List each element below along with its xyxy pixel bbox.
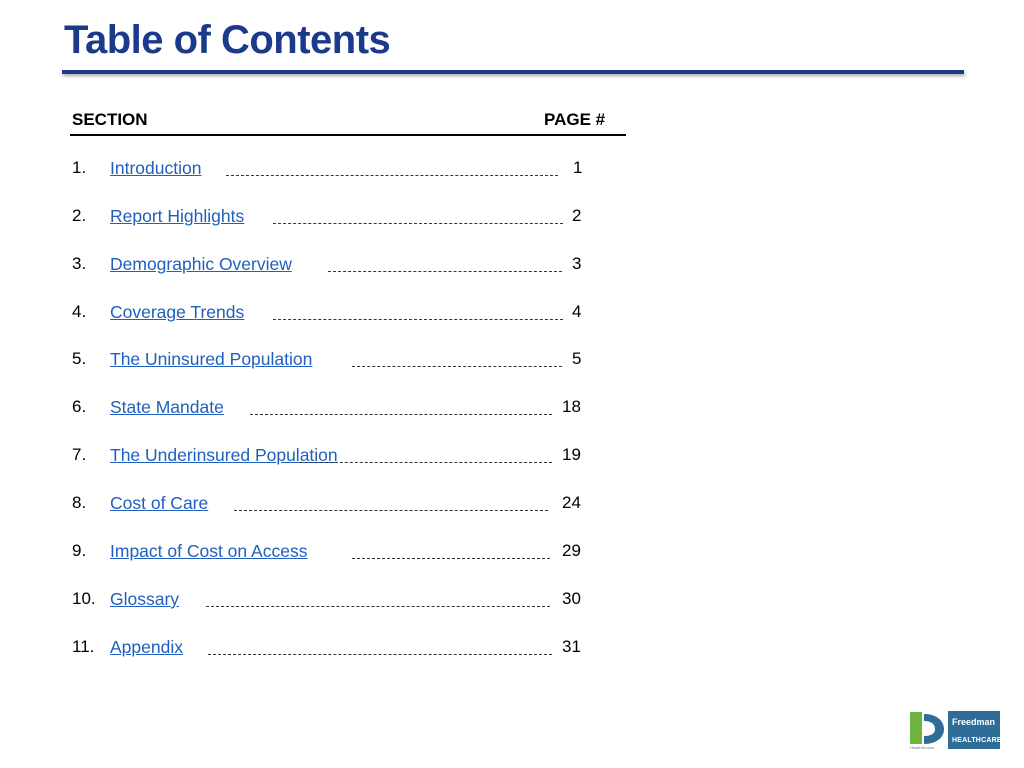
toc-page-number: 1: [573, 158, 583, 177]
dot-leader: [328, 271, 562, 272]
logo-name: Freedman: [952, 717, 996, 727]
toc-link-impact-of-cost[interactable]: Impact of Cost on Access: [110, 541, 308, 561]
dot-leader: [208, 654, 552, 655]
toc-number: 6.: [72, 397, 87, 416]
dot-leader: [226, 175, 558, 176]
toc-row: [0, 254, 700, 278]
toc-link-report-highlights[interactable]: Report Highlights: [110, 206, 245, 226]
logo-small-text: HealthSource: [910, 745, 935, 750]
toc-row: [0, 302, 700, 326]
toc-number: 3.: [72, 254, 87, 273]
toc-number: 8.: [72, 493, 87, 512]
toc-page-number: 19: [562, 445, 581, 464]
toc-row: [0, 589, 700, 613]
dot-leader: [234, 510, 548, 511]
logo-wordmark: [948, 711, 1000, 749]
logo-subtitle: HEALTHCARE: [952, 737, 1002, 744]
toc-number: 11.: [72, 637, 95, 656]
dot-leader: [352, 558, 550, 559]
toc-link-glossary[interactable]: Glossary: [110, 589, 180, 609]
toc-link-underinsured-population[interactable]: The Underinsured Population: [110, 445, 338, 465]
toc-link-introduction[interactable]: Introduction: [110, 158, 202, 178]
toc-page-number: 30: [562, 589, 581, 608]
toc-link-state-mandate[interactable]: State Mandate: [110, 397, 224, 417]
dot-leader: [250, 414, 552, 415]
toc-number: 2.: [72, 206, 87, 225]
page-title: Table of Contents: [64, 18, 391, 62]
dot-leader: [206, 606, 550, 607]
toc-link-coverage-trends[interactable]: Coverage Trends: [110, 302, 245, 322]
toc-row: [0, 541, 700, 565]
toc-row: [0, 158, 700, 182]
toc-link-cost-of-care[interactable]: Cost of Care: [110, 493, 209, 513]
toc-row: [0, 637, 700, 661]
toc-row: [0, 445, 700, 469]
toc-link-uninsured-population[interactable]: The Uninsured Population: [110, 349, 313, 369]
toc-page-number: 3: [572, 254, 582, 273]
page-column-header: PAGE #: [544, 110, 606, 129]
section-column-header: SECTION: [72, 110, 148, 129]
toc-row: [0, 206, 700, 230]
toc-number: 7.: [72, 445, 87, 464]
toc-number: 1.: [72, 158, 87, 177]
dot-leader: [300, 462, 552, 463]
toc-row: [0, 349, 700, 373]
toc-number: 5.: [72, 349, 87, 368]
toc-row: [0, 493, 700, 517]
toc-row: [0, 397, 700, 421]
toc-page-number: 18: [562, 397, 581, 416]
dot-leader: [273, 319, 563, 320]
toc-number: 10.: [72, 589, 96, 608]
toc-page-number: 31: [562, 637, 581, 656]
toc-page-number: 5: [572, 349, 582, 368]
toc-page-number: 2: [572, 206, 582, 225]
toc-number: 4.: [72, 302, 87, 321]
toc-page-number: 4: [572, 302, 582, 321]
toc-link-demographic-overview[interactable]: Demographic Overview: [110, 254, 292, 274]
dot-leader: [273, 223, 563, 224]
dot-leader: [352, 366, 562, 367]
toc-page-number: 24: [562, 493, 581, 512]
title-divider: [62, 70, 964, 74]
toc-link-appendix[interactable]: Appendix: [110, 637, 183, 657]
toc-number: 9.: [72, 541, 87, 560]
freedman-healthcare-logo: [908, 708, 1000, 752]
toc-header: [70, 110, 626, 136]
toc-page-number: 29: [562, 541, 581, 560]
